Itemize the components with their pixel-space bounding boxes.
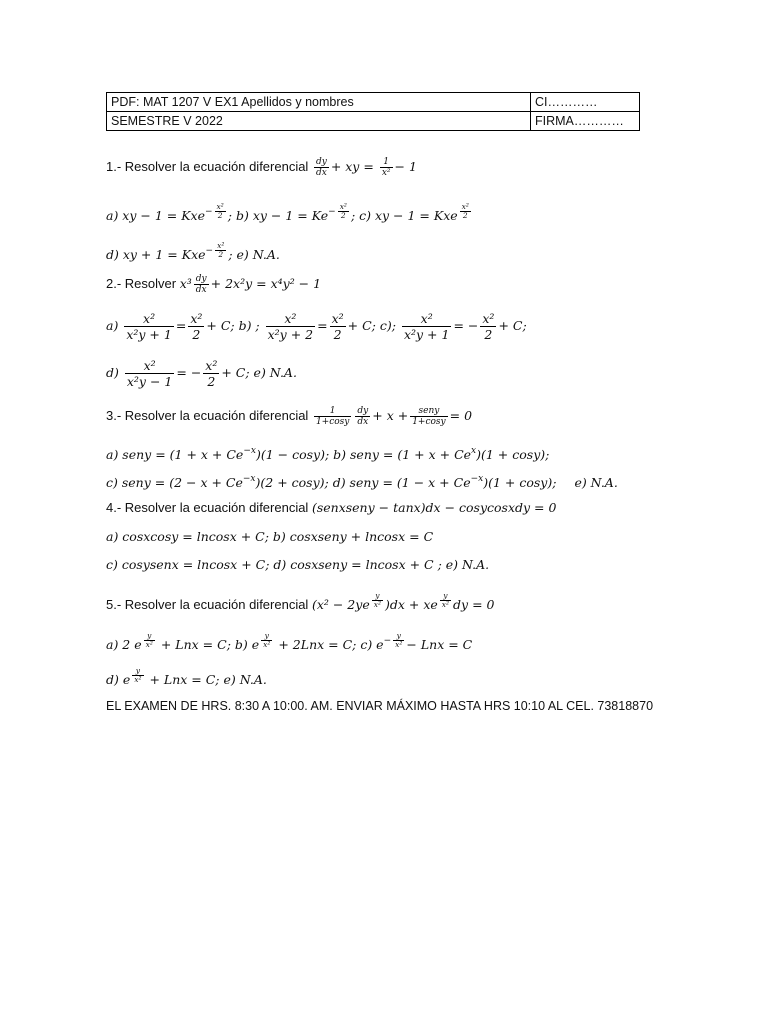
question-2-options-abc: a) $\frac{\text{x²}}{\text{x²y + 1}}$ = $\frac{\text{x²}}{2}$ + C; b) ; $\frac{\text{x²}}{\text{x²y + 2}}$ = $\frac{\text{x²}}{2}$ + C; c); $\frac{\text{x²}}{\text{x²y + 1}}$ = − $\frac{\text{x²}}{2}$ + C; <box>106 311 527 342</box>
question-1-equation: $\frac{dy}{dx}$ + xy = $\frac{1}{\text{x²}}$ − 1 <box>315 157 417 178</box>
question-5-options-de: d) e $^{\frac{y}{\text{x²}}}$ + Lnx = C; e) N.A. <box>106 666 267 687</box>
question-1-options-abc: a) xy − 1 = Kxe$^{- \frac{\text{x²}}{2}}$ ; b) xy − $1 = Ke^{- \frac{\text{x²}}{2}}$ ; c) xy − 1 = Kxe $^{\frac{\text{x²}}{2}}$ <box>106 202 469 223</box>
question-4-equation: (senxseny − tanx)dx − cosycosxdy = 0 <box>311 500 557 515</box>
question-5-prompt: 5.- Resolver la ecuación diferencial (x² − 2ye $^{\frac{y}{\text{x²}}}$ )dx + xe $^{\frac{y}{\text{x²}}}$ dy = 0 <box>106 591 495 612</box>
exam-footer-instructions: EL EXAMEN DE HRS. 8:30 A 10:00. AM. ENVIAR MÁXIMO HASTA HRS 10:10 AL CEL. 73818870 <box>106 699 654 713</box>
question-4-options-ab: a) cosxcosy = lncosx + C; b) cosxseny + lncosx = C <box>106 529 434 544</box>
header-row <box>107 112 640 131</box>
header-ci-cell: CI………… <box>531 93 640 112</box>
question-3-prompt: 3.- Resolver la ecuación diferencial $\frac{1}{1+\cos y}$ $\frac{dy}{dx}$ + x + $\frac{\text{seny}}{1+\cos y}$ = 0 <box>106 406 473 427</box>
question-5-equation: (x² − 2ye $^{\frac{y}{\text{x²}}}$ )dx + xe $^{\frac{y}{\text{x²}}}$ dy = 0 <box>311 591 495 612</box>
question-2-equation: x³ $\frac{dy}{dx}$ + 2x²y = x⁴y² − 1 <box>179 274 322 295</box>
question-5-options-abc: a) 2 e $^{\frac{y}{\text{x²}}}$ + Lnx = C; b) e $^{\frac{y}{\text{x²}}}$ + 2Lnx = C; c) $e^{- \frac{y}{\text{x²}}}$ − Lnx = C <box>106 631 473 652</box>
question-3-options-ab: a) seny = $(1 + x + Ce^{-x})(1 - \cos y)$; b) seny = $(1 + x + Ce^x)(1 + \cos y)$; <box>106 446 550 462</box>
question-3-options-cde: c) seny = $(2 - x + Ce^{-x})(2 + \cos y)$; d) seny = $(1 - x + Ce^{-x})(1 + \cos y)$; e) N.A. <box>106 474 618 490</box>
header-course-name-cell: PDF: MAT 1207 V EX1 Apellidos y nombres <box>107 93 531 112</box>
question-1-options-de: d) xy + 1 = Kxe$^{- \frac{\text{x²}}{2}}$ ; e) N.A. <box>106 241 280 262</box>
header-semester-cell: SEMESTRE V 2022 <box>107 112 531 131</box>
question-4-prompt: 4.- Resolver la ecuación diferencial (senxseny − tanx)dx − cosycosxdy = 0 <box>106 500 557 515</box>
question-3-equation: $\frac{1}{1+\cos y}$ $\frac{dy}{dx}$ + x + $\frac{\text{seny}}{1+\cos y}$ = 0 <box>315 406 473 427</box>
question-1-prompt: 1.- Resolver la ecuación diferencial $\frac{dy}{dx}$ + xy = $\frac{1}{\text{x²}}$ − 1 <box>106 157 417 178</box>
question-2-prompt: 2.- Resolver x³ $\frac{dy}{dx}$ + 2x²y = x⁴y² − 1 <box>106 274 322 295</box>
header-table <box>106 92 640 131</box>
header-signature-cell: FIRMA………… <box>531 112 640 131</box>
question-2-options-de: d) $\frac{\text{x²}}{\text{x²y − 1}}$ = − $\frac{\text{x²}}{2}$ + C; e) N.A. <box>106 358 297 389</box>
header-row <box>107 93 640 112</box>
question-4-options-cde: c) cosysenx = lncosx + C; d) cosxseny = lncosx + C ; e) N.A. <box>106 557 490 572</box>
